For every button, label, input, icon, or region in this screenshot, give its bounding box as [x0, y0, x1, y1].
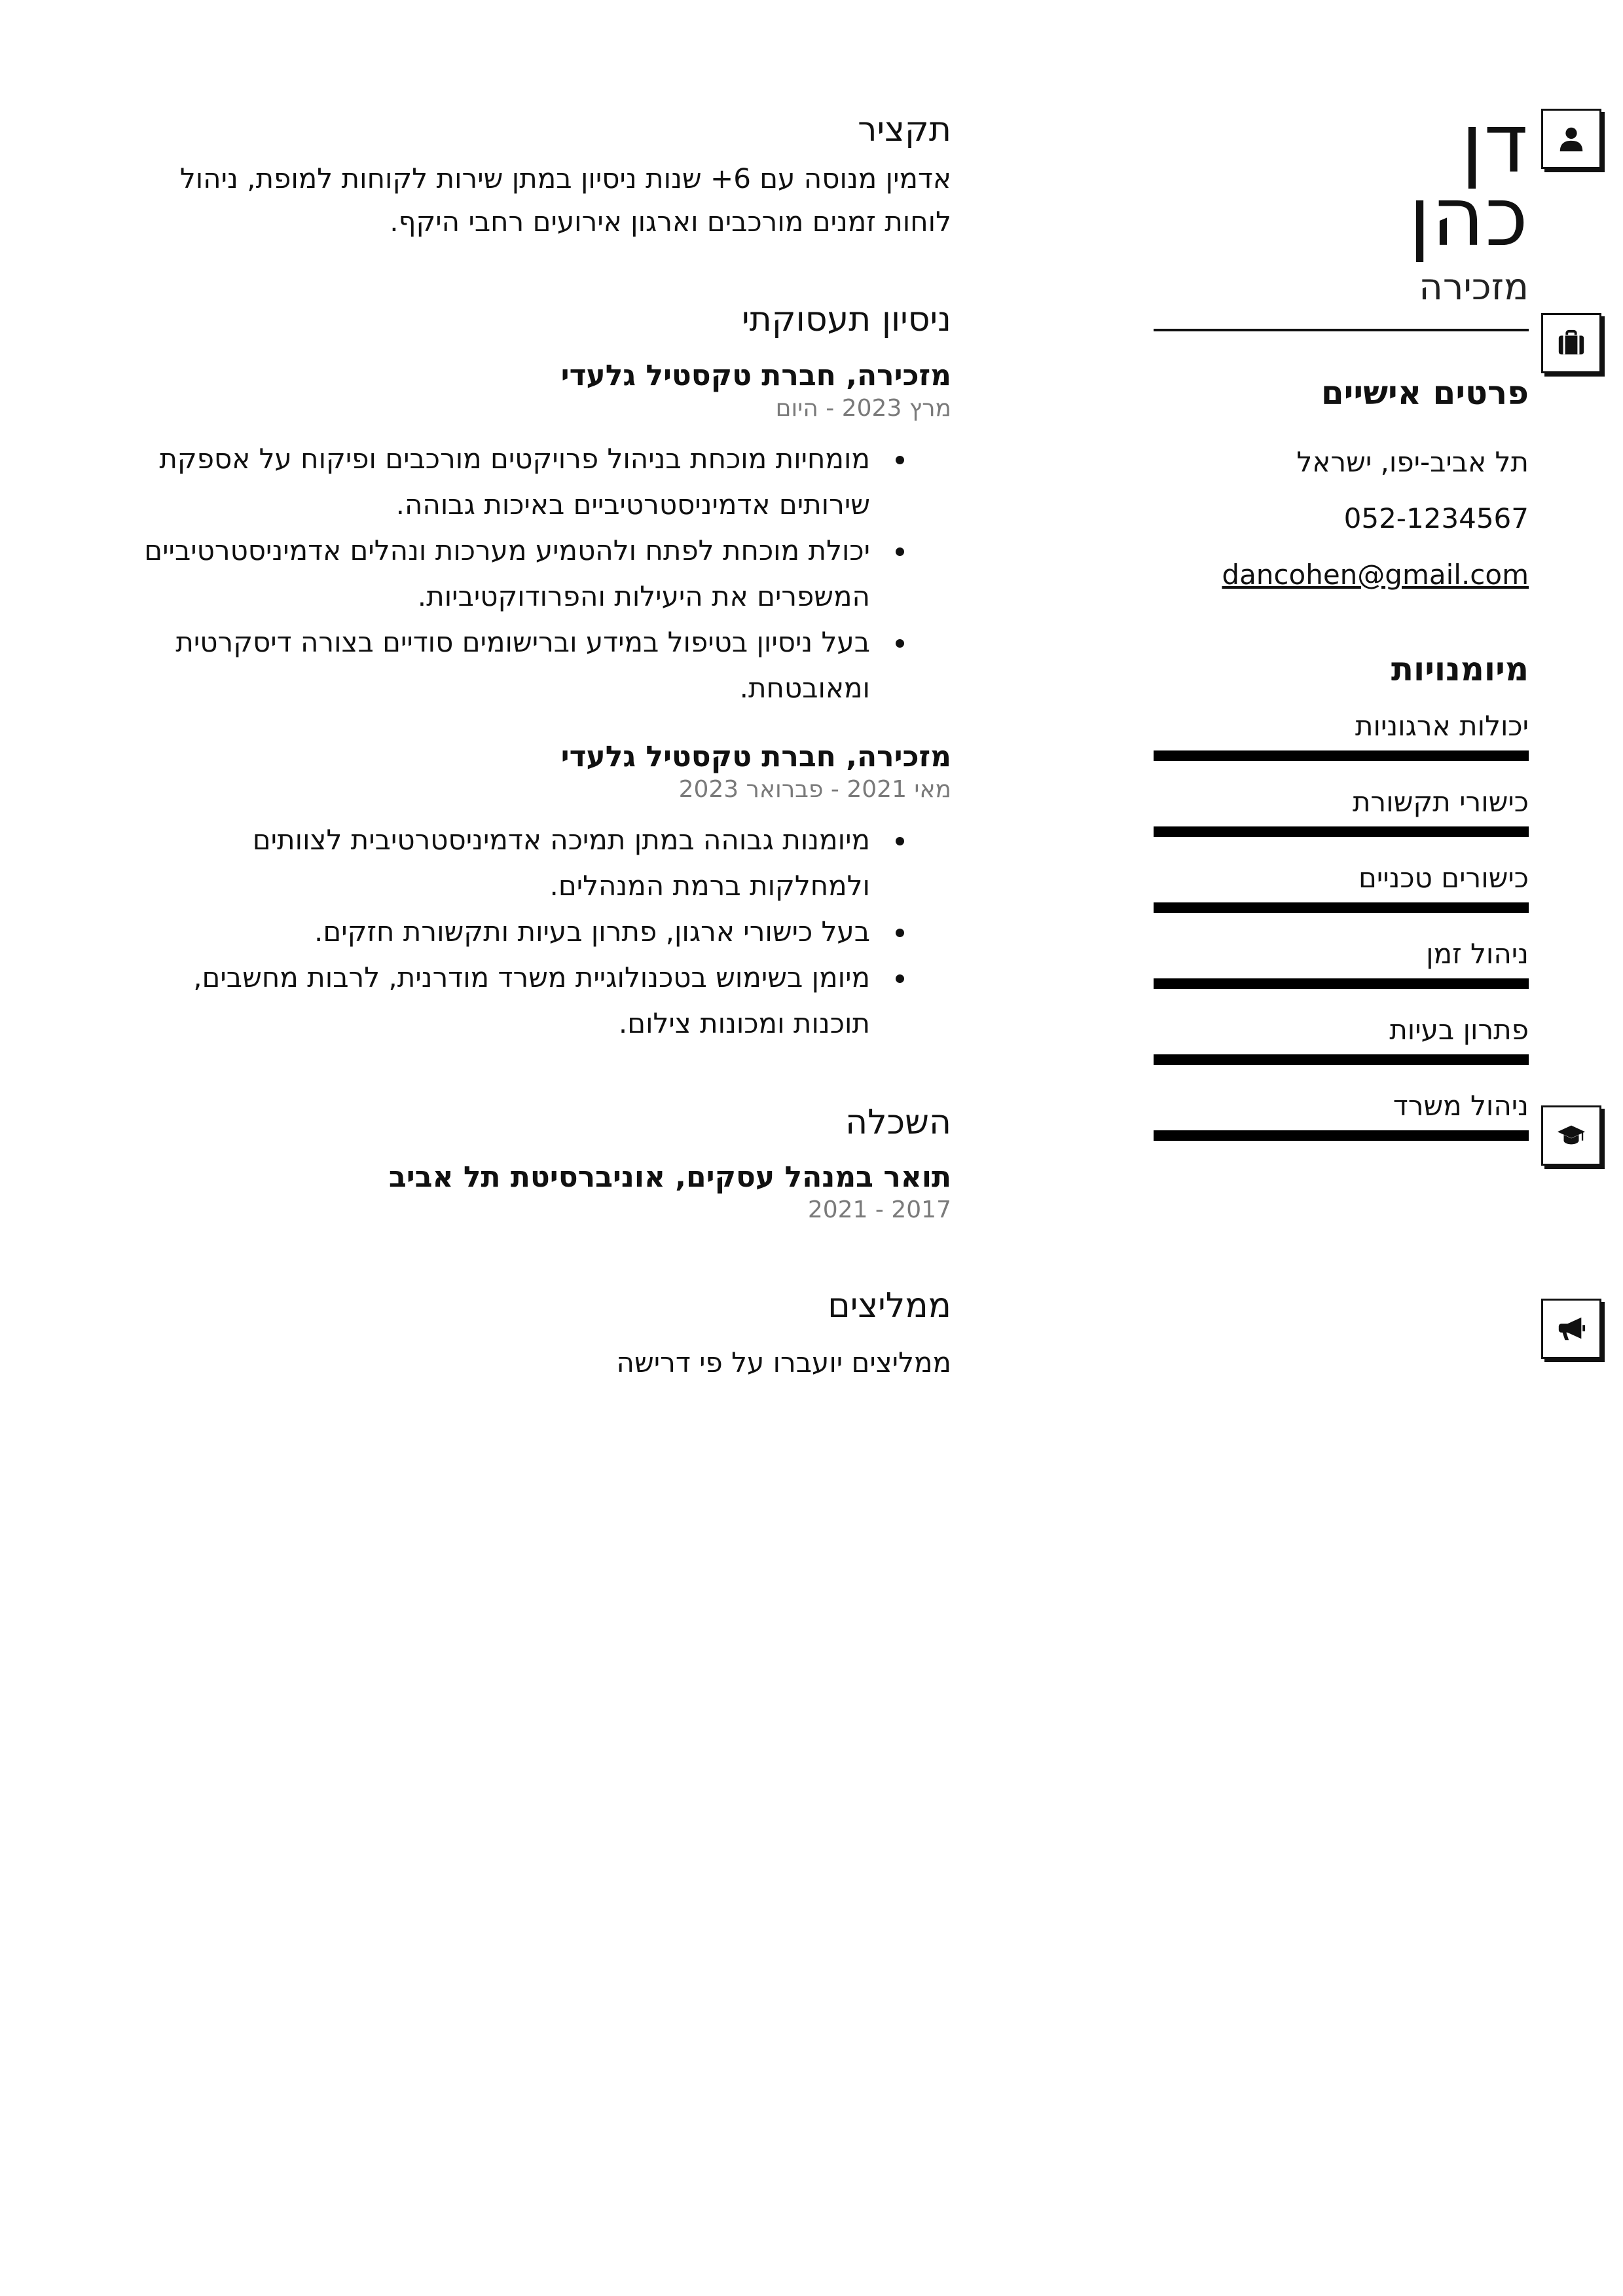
job-dates: מרץ 2023 - היום: [775, 395, 951, 422]
summary-section: [124, 107, 951, 244]
sidebar: [1154, 98, 1529, 1141]
skill-item: [1154, 936, 1529, 989]
summary-text: אדמין מנוסה עם 6+ שנות ניסיון במתן שירות לקוחות למופת, ניהול לוחות זמנים מורכבים וארגון אירועים רחבי היקף.: [179, 162, 951, 238]
skill-level-bar: [1154, 1130, 1529, 1141]
education-heading: השכלה: [845, 1103, 951, 1142]
skill-level-bar: [1154, 750, 1529, 761]
education-entry: [124, 1159, 951, 1225]
job-bullet: בעל ניסיון בטיפול במידע וברישומים סודיים בצורה דיסקרטית ומאובטחת.: [124, 620, 870, 711]
skill-label: ניהול זמן: [1426, 938, 1529, 970]
job-bullet: מיומנות גבוהה במתן תמיכה אדמיניסטרטיבית לצוותים ולמחלקות ברמת המנהלים.: [124, 817, 870, 909]
references-text: ממליצים יועברו על פי דרישה: [616, 1346, 951, 1379]
experience-section: [124, 297, 951, 1046]
skill-level-fill: [1154, 1054, 1529, 1065]
skill-label: יכולות ארגוניות: [1355, 710, 1529, 742]
job-bullets: [124, 436, 951, 711]
last-name: כהן: [1408, 170, 1529, 265]
skills-list: [1154, 709, 1529, 1141]
skill-item: [1154, 785, 1529, 837]
skill-level-bar: [1154, 1054, 1529, 1065]
degree-title: תואר במנהל עסקים, אוניברסיטת תל אביב: [388, 1160, 951, 1194]
graduation-cap-icon: [1541, 1105, 1601, 1166]
phone-text: 052-1234567: [1343, 502, 1529, 534]
skill-level-bar: [1154, 978, 1529, 989]
skill-level-fill: [1154, 1130, 1529, 1141]
sidebar-divider: [1154, 329, 1529, 331]
megaphone-icon: [1541, 1299, 1601, 1359]
skill-item: [1154, 861, 1529, 913]
skill-level-fill: [1154, 750, 1529, 761]
references-heading: ממליצים: [828, 1286, 951, 1325]
education-section: [124, 1100, 951, 1225]
skill-level-fill: [1154, 826, 1529, 837]
job-title: מזכירה, חברת טקסטיל גלעדי: [560, 359, 951, 392]
job-bullet: מיומן בשימוש בטכנולוגיית משרד מודרנית, לרבות מחשבים, תוכנות ומכונות צילום.: [124, 955, 870, 1046]
job-role: מזכירה: [1419, 266, 1529, 308]
job-bullet: מומחיות מוכחת בניהול פרויקטים מורכבים ופיקוח על אספקת שירותים אדמיניסטרטיביים באיכות גבוהה.: [124, 436, 870, 528]
skill-item: [1154, 1088, 1529, 1141]
skill-level-fill: [1154, 978, 1529, 989]
skill-level-fill: [1154, 902, 1529, 913]
job-bullet: בעל כישורי ארגון, פתרון בעיות ותקשורת חזקים.: [124, 909, 870, 955]
personal-details-heading: פרטים אישיים: [1321, 374, 1529, 412]
user-icon: [1541, 109, 1601, 169]
summary-heading: תקציר: [858, 110, 951, 149]
job-entry: [124, 358, 951, 711]
skill-level-bar: [1154, 902, 1529, 913]
experience-heading: ניסיון תעסוקתי: [741, 300, 951, 339]
skills-heading: מיומנויות: [1391, 650, 1529, 688]
job-bullet: יכולת מוכחת לפתח ולהטמיע מערכות ונהלים אדמיניסטרטיביים המשפרים את היעילות והפרודוקטיביות.: [124, 528, 870, 620]
skill-item: [1154, 709, 1529, 761]
skill-label: כישורי תקשורת: [1352, 786, 1529, 818]
skill-item: [1154, 1012, 1529, 1065]
email-link[interactable]: dancohen@gmail.com: [1222, 559, 1529, 591]
first-name: דן: [1461, 97, 1529, 191]
education-dates: 2017 - 2021: [807, 1196, 951, 1223]
personal-details: [1154, 444, 1529, 593]
briefcase-icon: [1541, 313, 1601, 373]
skill-label: פתרון בעיות: [1389, 1014, 1529, 1046]
job-title: מזכירה, חברת טקסטיל גלעדי: [560, 740, 951, 773]
job-entry: [124, 739, 951, 1046]
skill-label: ניהול משרד: [1393, 1090, 1529, 1122]
skill-label: כישורים טכניים: [1358, 862, 1529, 894]
skill-level-bar: [1154, 826, 1529, 837]
references-section: [124, 1284, 951, 1384]
location-text: תל אביב-יפו, ישראל: [1296, 446, 1529, 478]
main-content: [124, 107, 951, 1384]
full-name: [1154, 97, 1529, 265]
job-bullets: [124, 817, 951, 1046]
job-dates: מאי 2021 - פברואר 2023: [678, 776, 951, 803]
